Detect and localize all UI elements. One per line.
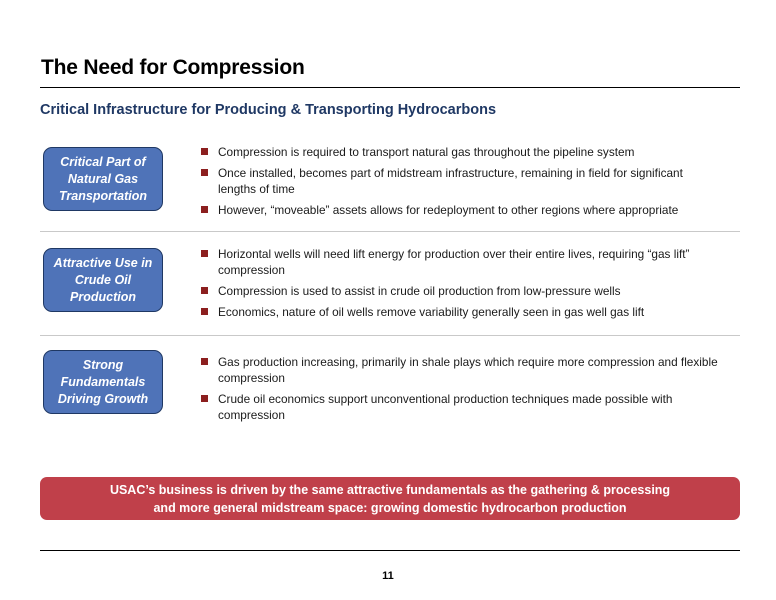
section-label-line: Attractive Use in [53,255,153,270]
bullet-text: Compression is used to assist in crude oil production from low-pressure wells [218,284,621,298]
bullet-text: Crude oil economics support unconventional production techniques made possible with compression [218,392,673,422]
bullet-item [200,304,720,320]
section-natural-gas [40,140,740,232]
bullet-text: Horizontal wells will need lift energy for production over their entire lives, requiring “gas lift” compression [218,247,690,277]
banner-line: and more general midstream space: growing domestic hydrocarbon production [153,500,627,515]
bullet-item [200,283,720,299]
section-label-pill [43,248,163,312]
summary-banner [40,477,740,520]
bullet-text: However, “moveable” assets allows for redeployment to other regions where appropriate [218,203,679,217]
bullet-text: Gas production increasing, primarily in shale plays which require more compression and flexible compression [218,355,718,385]
section-label-line: Fundamentals [60,374,146,389]
section-label-line: Strong [82,357,124,372]
bullet-item [200,246,720,278]
square-bullet-icon [201,395,208,402]
square-bullet-icon [201,308,208,315]
bullet-item [200,391,720,423]
section-fundamentals [40,336,740,436]
square-bullet-icon [201,250,208,257]
bullet-list [200,246,720,325]
bullet-text: Once installed, becomes part of midstream infrastructure, remaining in field for significant lengths of time [218,166,683,196]
bullet-text: Economics, nature of oil wells remove variability generally seen in gas well gas lift [218,305,645,319]
section-label-line: Critical Part of [60,154,146,169]
square-bullet-icon [201,206,208,213]
bullet-item [200,144,720,160]
section-label-line: Transportation [59,188,147,203]
bullet-list [200,354,720,428]
section-crude-oil [40,232,740,336]
square-bullet-icon [201,287,208,294]
page-number: 11 [382,570,394,582]
bullet-item [200,354,720,386]
page-title: The Need for Compression [41,56,305,79]
footer-divider [40,550,740,551]
title-divider [40,87,740,88]
section-label-line: Production [70,289,136,304]
section-label-pill [43,350,163,414]
bullet-list [200,144,720,223]
page-subtitle: Critical Infrastructure for Producing & Transporting Hydrocarbons [40,102,497,118]
section-label-pill [43,147,163,211]
bullet-text: Compression is required to transport natural gas throughout the pipeline system [218,145,635,159]
banner-line: USAC’s business is driven by the same attractive fundamentals as the gathering & processing [109,482,671,497]
square-bullet-icon [201,358,208,365]
square-bullet-icon [201,169,208,176]
section-label-line: Driving Growth [57,391,149,406]
bullet-item [200,165,720,197]
section-label-line: Crude Oil [74,272,132,287]
section-label-line: Natural Gas [67,171,139,186]
bullet-item [200,202,720,218]
square-bullet-icon [201,148,208,155]
